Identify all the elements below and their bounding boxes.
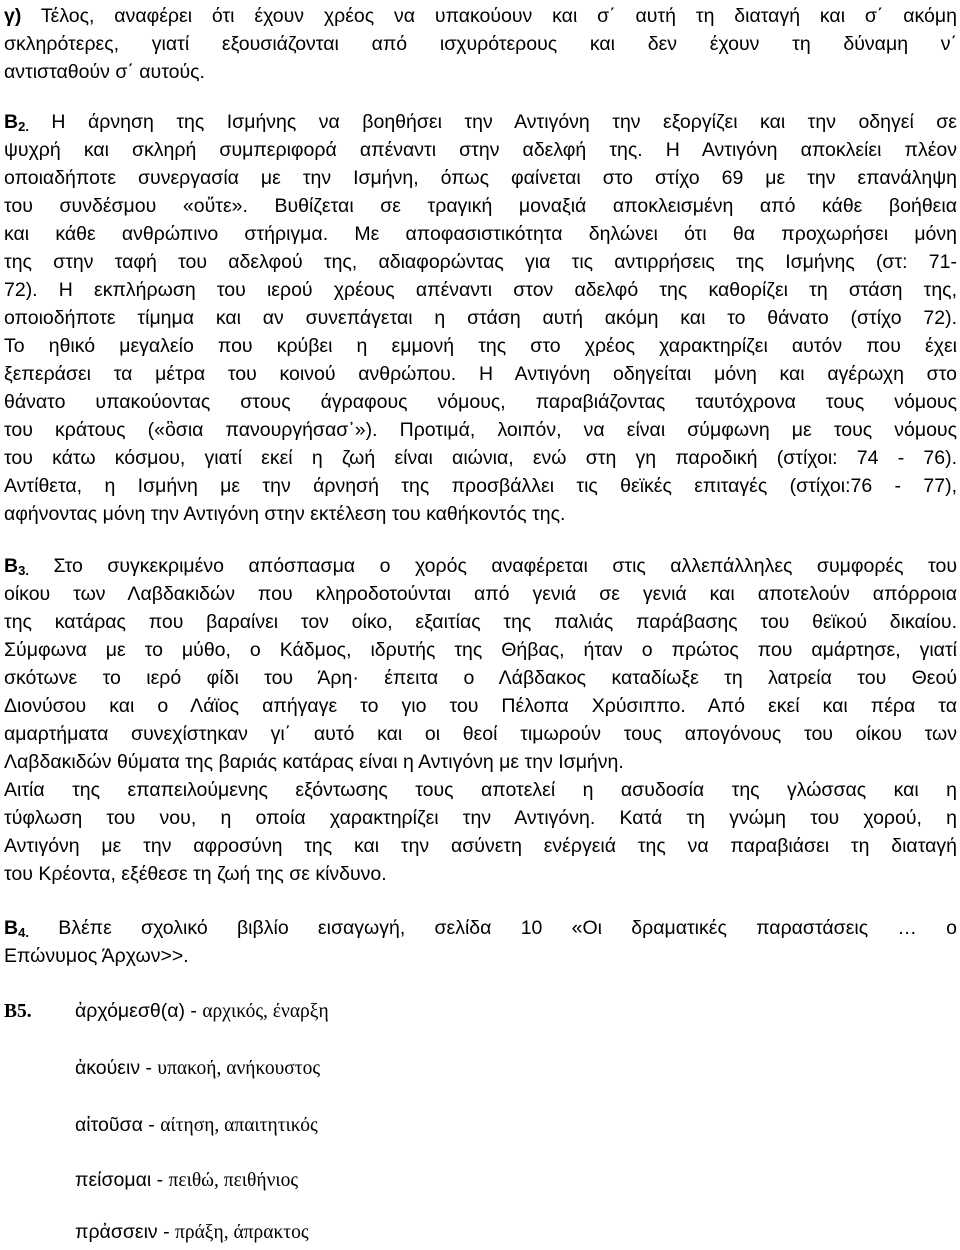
section-b2-line-4: του συνδέσμου «οὔτε». Βυθίζεται σε τραγική μοναξιά αποκλεισμένη από κάθε βοήθεια <box>4 195 957 217</box>
vocab-item-4: πείσομαι - πειθώ, πειθήνιος <box>75 1169 299 1191</box>
section-b3-line-6: Διονύσου και ο Λάϊος απήγαγε το γιο του Πέλοπα Χρύσιππο. Από εκεί και πέρα τα <box>4 695 957 717</box>
vocab-ancient-word: ἀρχόμεσθ(α) <box>75 1000 185 1022</box>
section-b4-label: $B_{4.}$ <box>4 917 29 940</box>
section-b2-line-6: της στην ταφή του αδελφού της, αδιαφορώντας για τις αντιρρήσεις της Ισμήνης (στ: 71- <box>4 251 957 273</box>
section-b2-line-3: οποιαδήποτε συνεργασία με την Ισμήνη, όπως φαίνεται στο στίχο 69 με την επανάληψη <box>4 167 957 189</box>
section-b3-line-2: οίκου των Λαβδακιδών που κληροδοτούνται από γενιά σε γενιά και αποτελούν απόρροια <box>4 583 957 605</box>
section-g-line-1: γ) Τέλος, αναφέρει ότι έχουν χρέος να υπακούουν και σ΄ αυτή τη διαταγή και σ΄ ακόμη <box>4 5 957 27</box>
vocab-ancient-word: πρἀσσειν <box>75 1221 158 1243</box>
section-b2-line-13: του κάτω κόσμου, γιατί εκεί η ζωή είναι αιώνια, ενώ στη γη παροδική (στίχοι: 74 - 76). <box>4 447 957 469</box>
section-b2-line-8: οποιοδήποτε τίμημα και αν συνεπάγεται η στάση αυτή ακόμη και το θάνατο (στίχο 72). <box>4 307 957 329</box>
vocab-ancient-word: ἀκούειν <box>75 1057 141 1079</box>
section-b3-line-1: $B_{3.}$ Στο συγκεκριμένο απόσπασμα ο χορός αναφέρεται στις αλλεπάλληλες συμφορές του <box>4 555 957 578</box>
section-b3-line-9: Αιτία της επαπειλούμενης εξόντωσης τους αποτελεί η ασυδοσία της γλώσσας και η <box>4 779 957 801</box>
section-b2-line-14: Αντίθετα, η Ισμήνη με την άρνησή της προσβάλλει τις θεϊκές επιταγές (στίχοι:76 - 77), <box>4 475 957 497</box>
section-b3-line-4: Σύμφωνα με το μύθο, ο Κάδμος, ιδρυτής της Θήβας, ήταν ο πρώτος που αμάρτησε, γιατί <box>4 639 957 661</box>
vocab-modern-words: πειθώ, πειθήνιος <box>168 1170 299 1191</box>
section-b4-line-2: Επώνυμος Άρχων>>. <box>4 945 189 967</box>
section-b2-line-9: Το ηθικό μεγαλείο που κρύβει η εμμονή της στο χρέος χαρακτηρίζει αυτόν που έχει <box>4 335 957 357</box>
vocab-ancient-word: πείσομαι <box>75 1169 152 1191</box>
section-b3-line-7: αμαρτήματα συνεχίστηκαν γι΄ αυτό και οι θεοί τιμωρούν τους απογόνους του οίκου των <box>4 723 957 745</box>
section-b2-line-7: 72). Η εκπλήρωση του ιερού χρέους απέναντι στον αδελφό της καθορίζει τη στάση της, <box>4 279 957 301</box>
section-b3-line-10: τύφλωση του νου, η οποία χαρακτηρίζει την Αντιγόνη. Κατά τη γνώμη του χορού, η <box>4 807 957 829</box>
vocab-item-3: αἰτοῦσα - αίτηση, απαιτητικός <box>75 1114 318 1136</box>
section-b3-line-8: Λαβδακιδών θύματα της βαριάς κατάρας είναι η Αντιγόνη με την Ισμήνη. <box>4 751 624 773</box>
section-g-line-3: αντισταθούν σ΄ αυτούς. <box>4 61 205 83</box>
section-b4-line-1: $B_{4.}$ Βλέπε σχολικό βιβλίο εισαγωγή, σελίδα 10 «Οι δραματικές παραστάσεις … ο <box>4 917 957 940</box>
vocab-modern-words: πράξη, άπρακτος <box>175 1222 309 1243</box>
section-b3-line-12: του Κρέοντα, εξέθεσε τη ζωή της σε κίνδυνο. <box>4 863 387 885</box>
section-b2-line-2: ψυχρή και σκληρή συμπεριφορά απέναντι στην αδελφή της. Η Αντιγόνη αποκλείει πλέον <box>4 139 957 161</box>
section-b5-label: Β5. <box>4 1001 32 1022</box>
section-b3-line-5: σκότωνε το ιερό φίδι του Άρη· έπειτα ο Λάβδακος καταδίωξε τη λατρεία του Θεού <box>4 667 957 689</box>
vocab-modern-words: αρχικός, έναρξη <box>202 1001 329 1022</box>
section-b3-line-3: της κατάρας που βαραίνει τον οίκο, εξαιτίας της παλιάς παράβασης του θεϊκού δικαίου. <box>4 611 957 633</box>
vocab-modern-words: υπακοή, ανήκουστος <box>157 1058 321 1079</box>
vocab-ancient-word: αἰτοῦσα <box>75 1114 143 1136</box>
section-b2-line-1: $B_{2.}$ Η άρνηση της Ισμήνης να βοηθήσει την Αντιγόνη την εξοργίζει και την οδηγεί σε <box>4 111 957 134</box>
vocab-item-5: πρἀσσειν - πράξη, άπρακτος <box>75 1221 309 1243</box>
section-b2-line-12: του κράτους («ὃσια πανουργήσασ᾿»). Προτιμά, λοιπόν, να είναι σύμφωνη με τους νόμους <box>4 419 957 441</box>
vocab-modern-words: αίτηση, απαιτητικός <box>160 1115 318 1136</box>
section-b3-label: $B_{3.}$ <box>4 555 29 578</box>
section-b3-line-11: Αντιγόνη με την αφροσύνη της και την ασύνετη ενέργειά της να παραβιάσει τη διαταγή <box>4 835 957 857</box>
section-b2-line-15: αφήνοντας μόνη την Αντιγόνη στην εκτέλεση του καθήκοντός της. <box>4 503 566 525</box>
vocab-item-2: ἀκούειν - υπακοή, ανήκουστος <box>75 1057 321 1079</box>
section-b2-label: $B_{2.}$ <box>4 111 29 134</box>
section-g-label: γ) <box>4 5 22 27</box>
section-g-line-2: σκληρότερες, γιατί εξουσιάζονται από ισχυρότερους και δεν έχουν τη δύναμη ν΄ <box>4 33 957 55</box>
section-b2-line-11: θάνατο υπακούοντας στους άγραφους νόμους, παραβιάζοντας ταυτόχρονα τους νόμους <box>4 391 957 413</box>
section-b2-line-10: ξεπεράσει τα μέτρα του κοινού ανθρώπου. Η Αντιγόνη οδηγείται μόνη και αγέρωχη στο <box>4 363 957 385</box>
vocab-item-1: Β5. ἀρχόμεσθ(α) - αρχικός, έναρξη <box>4 997 329 1026</box>
section-b2-line-5: και κάθε ανθρώπινο στήριγμα. Με αποφασιστικότητα δηλώνει ότι θα προχωρήσει μόνη <box>4 223 957 245</box>
